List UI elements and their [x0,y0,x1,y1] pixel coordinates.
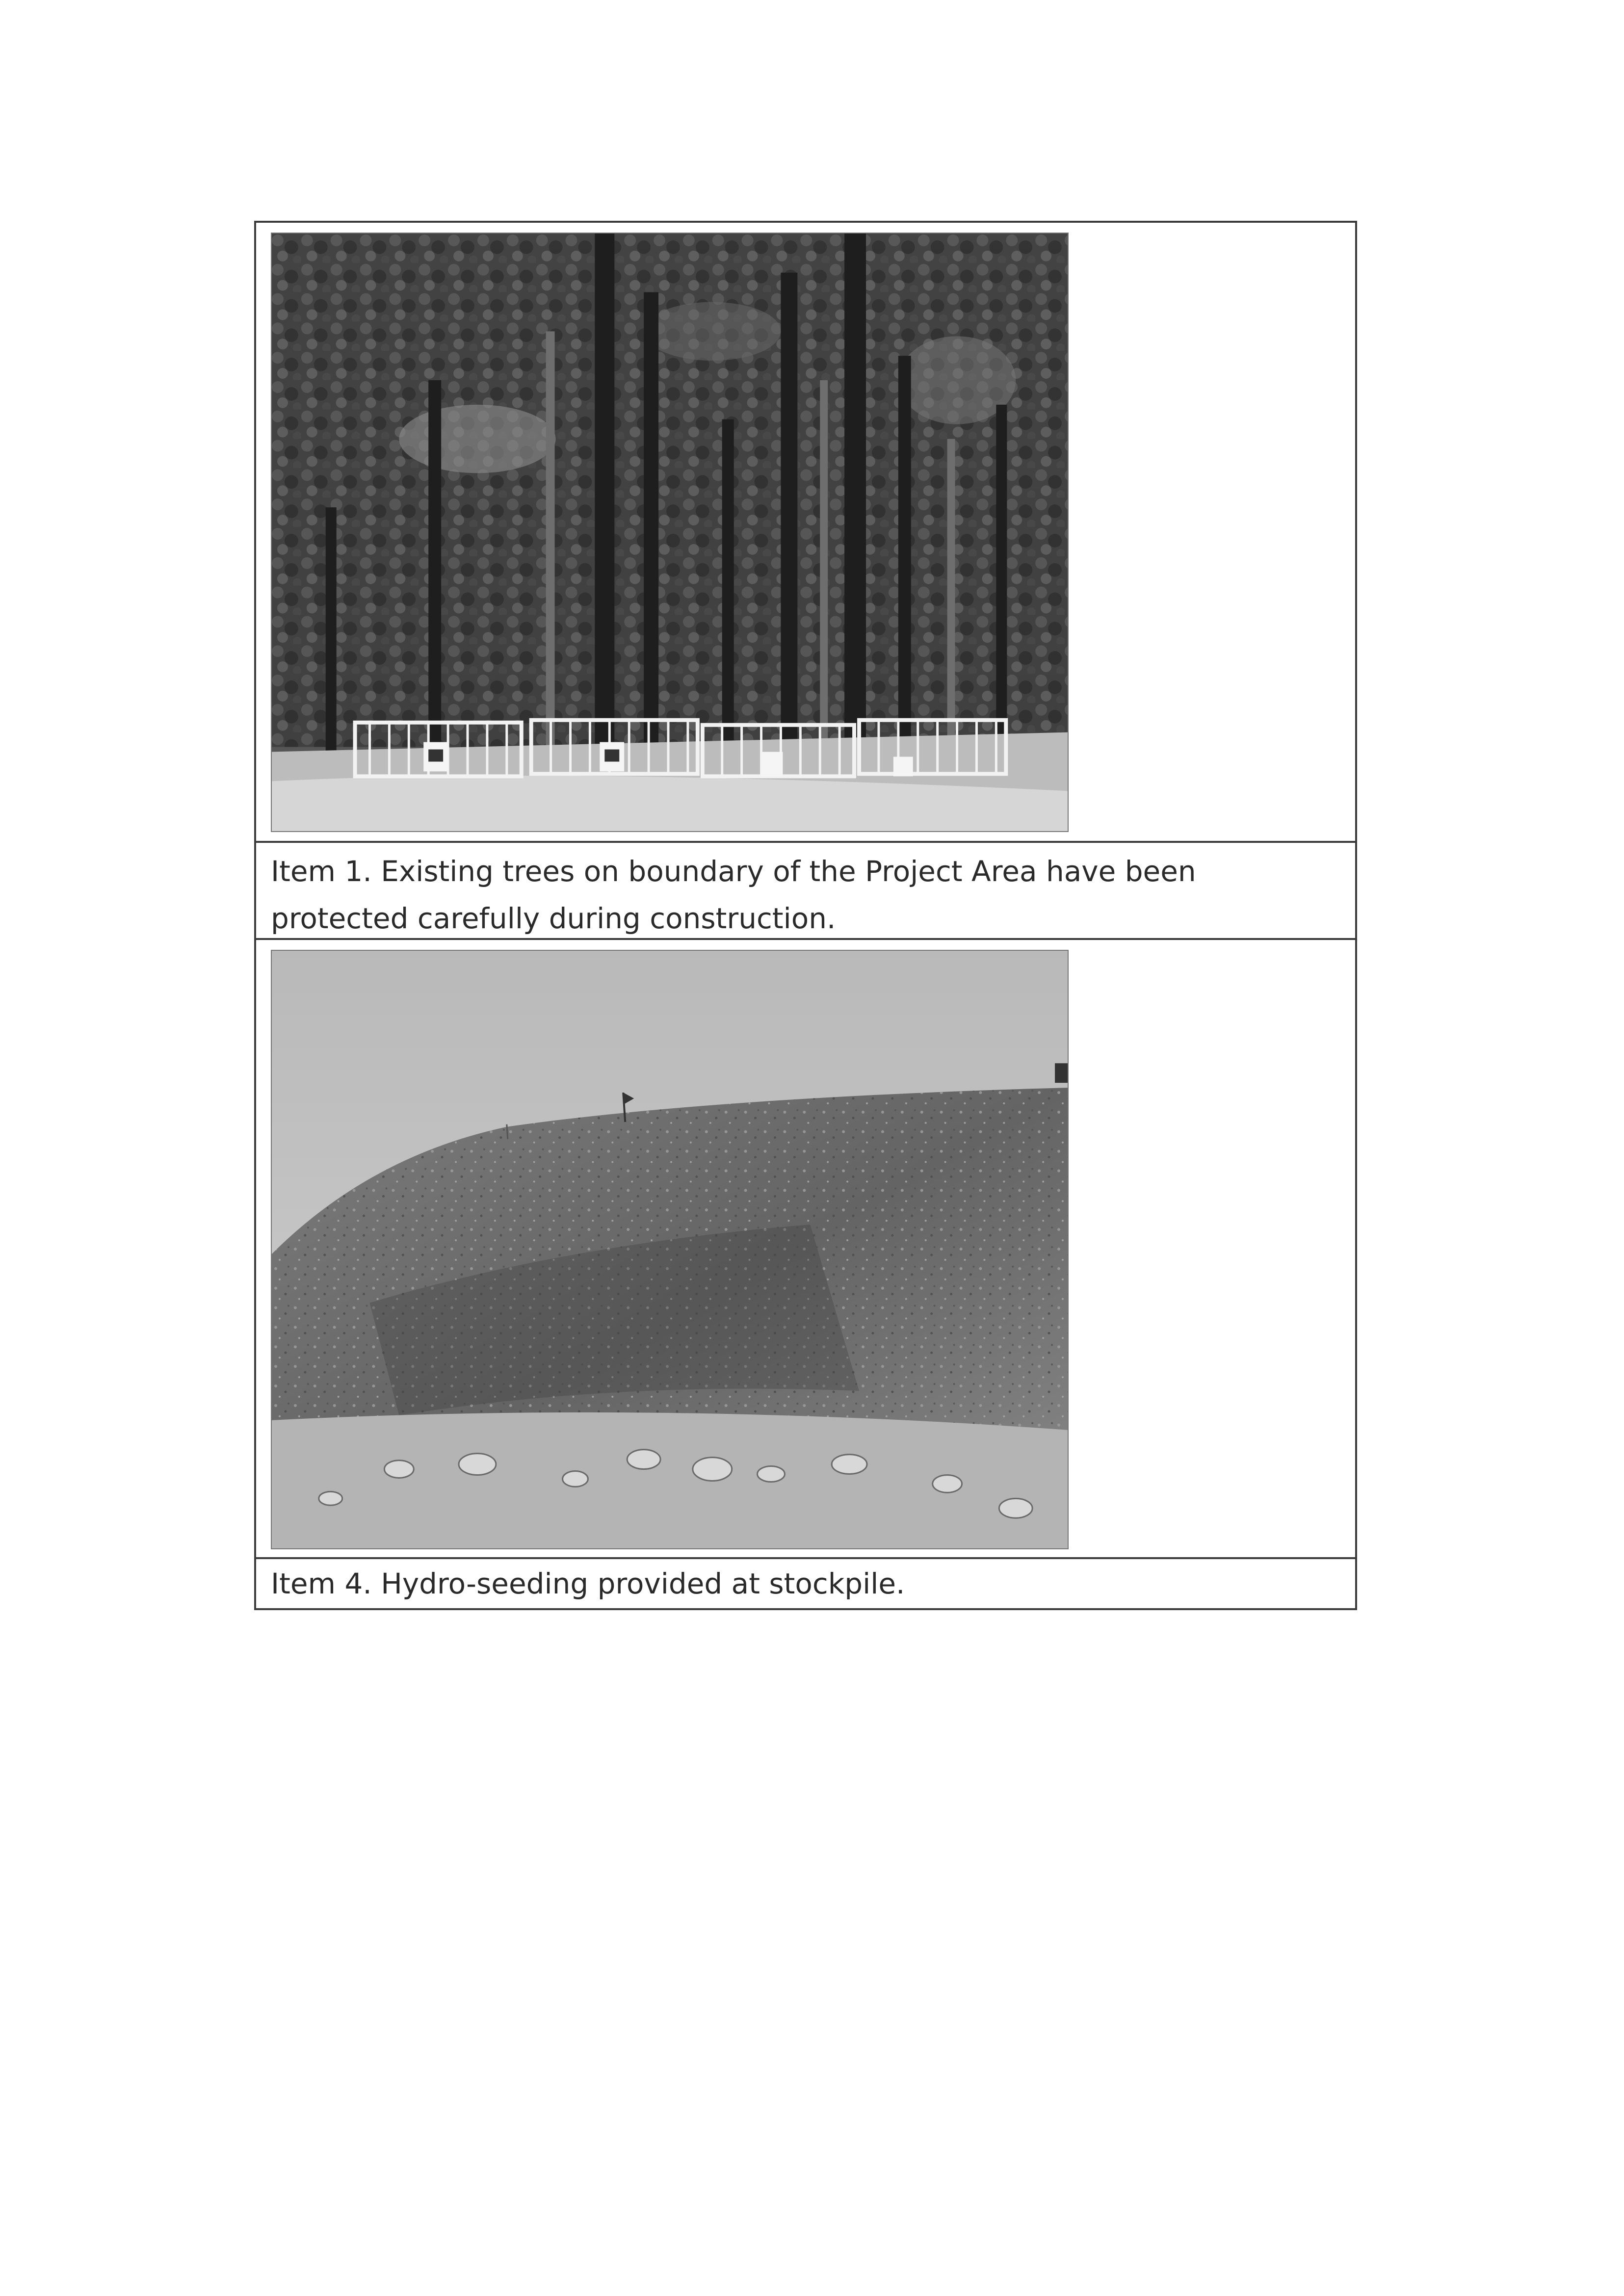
tree-photo-image [272,234,1068,831]
photo-record-table [254,221,1357,1610]
caption-text-item-1: Item 1. Existing trees on boundary of the Project Area have been protected carefully during construction. [271,855,1196,935]
photo-stockpile [271,950,1069,1549]
stockpile-photo-image [272,951,1068,1548]
caption-item-1 [256,843,1355,940]
photo-existing-trees [271,233,1069,832]
photo-cell-item-4 [256,940,1355,1559]
caption-text-item-4: Item 4. Hydro-seeding provided at stockpile. [271,1567,905,1600]
caption-item-4 [256,1559,1355,1608]
photo-cell-item-1 [256,223,1355,843]
